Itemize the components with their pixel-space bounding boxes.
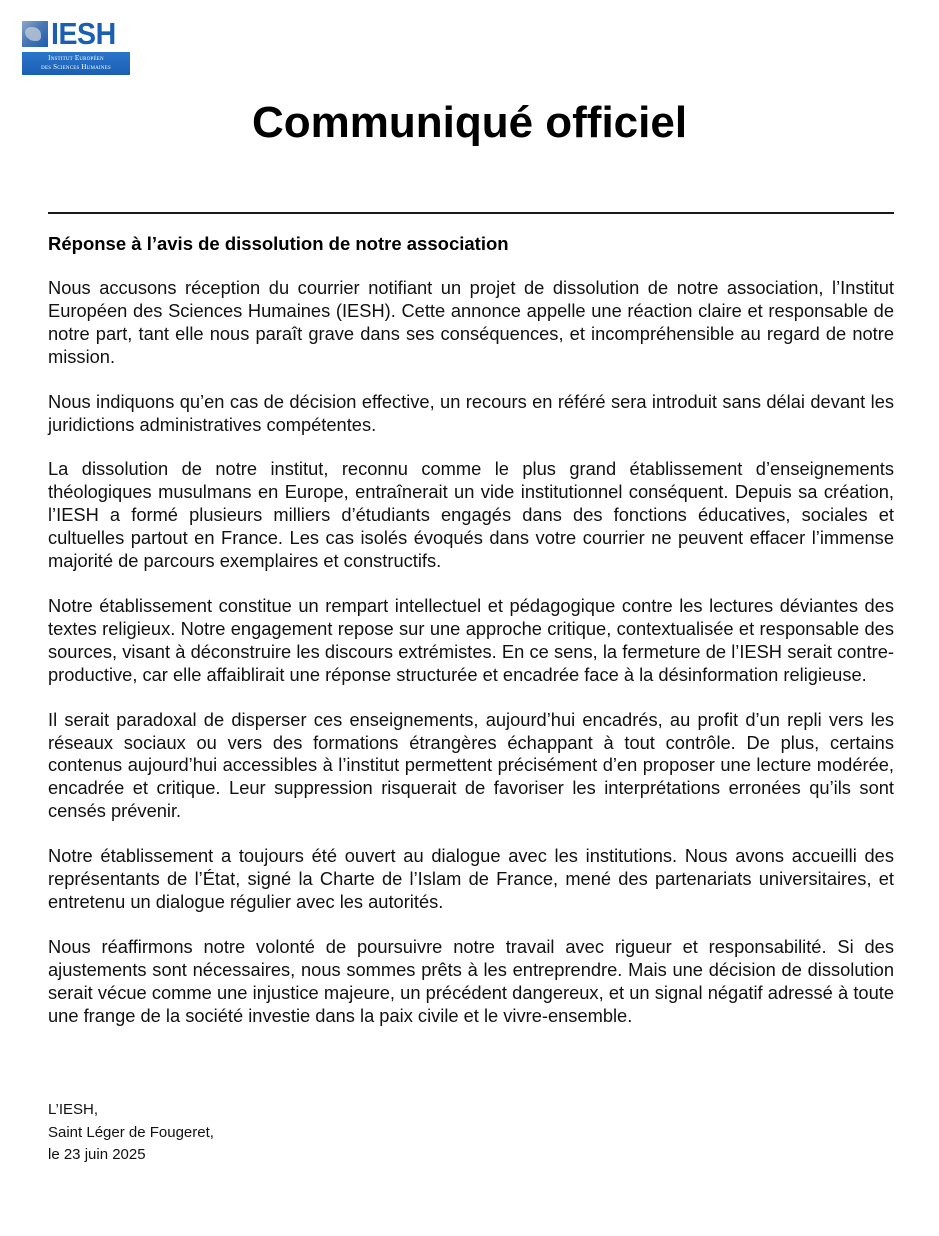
title-divider xyxy=(48,212,894,214)
iesh-logo xyxy=(22,16,130,75)
paragraph: Nous réaffirmons notre volonté de poursuivre notre travail avec rigueur et responsabilité. Si des ajustements sont nécessaires, nous sommes prêts à les entreprendre. Mais une décision de dissolution serait vécue comme une injustice majeure, un précédent dangereux, et un signal négatif adressé à toute une frange de la société investie dans la paix civile et le vivre-ensemble. xyxy=(48,935,894,1026)
document-body xyxy=(48,232,894,1049)
document-subtitle: Réponse à l’avis de dissolution de notre association xyxy=(48,233,509,254)
paragraph: La dissolution de notre institut, reconnu comme le plus grand établissement d’enseignements théologiques musulmans en Europe, entraînerait un vide institutionnel conséquent. Depuis sa création, l’IESH a formé plusieurs milliers d’étudiants engagés dans des fonctions éducatives, sociales et cultuelles partout en France. Les cas isolés évoqués dans votre courrier ne peuvent effacer l’immense majorité de parcours exemplaires et constructifs. xyxy=(48,458,894,572)
paragraph: Notre établissement constitue un rempart intellectuel et pédagogique contre les lectures déviantes des textes religieux. Notre engagement repose sur une approche critique, contextualisée et responsable des sources, visant à déconstruire les discours extrémistes. En ce sens, la fermeture de l’IESH serait contre-productive, car elle affaiblirait une réponse structurée et encadrée face à la désinformation religieuse. xyxy=(48,594,894,685)
signature-date: le 23 juin 2025 xyxy=(48,1146,146,1163)
logo-wordmark: IESH xyxy=(51,16,116,51)
logo-band xyxy=(22,52,130,75)
signature-author: L’IESH, xyxy=(48,1101,99,1118)
page-title: Communiqué officiel xyxy=(251,98,688,147)
logo-band-line1: Institut Européen xyxy=(48,54,104,62)
paragraph: Il serait paradoxal de disperser ces enseignements, aujourd’hui encadrés, au profit d’un repli vers les réseaux sociaux ou vers des formations étrangères échappant à tout contrôle. De plus, certains contenus aujourd’hui accessibles à l’institut permettent précisément d’en proposer une lecture modérée, encadrée et critique. Leur suppression risquerait de favoriser les interprétations erronées qu’ils sont censés prévenir. xyxy=(48,708,894,822)
europe-map-icon xyxy=(22,21,48,47)
paragraph: Nous accusons réception du courrier notifiant un projet de dissolution de notre association, l’Institut Européen des Sciences Humaines (IESH). Cette annonce appelle une réaction claire et responsable de notre part, tant elle nous paraît grave dans ses conséquences, et incompréhensible au regard de notre mission. xyxy=(48,277,894,367)
signature-place: Saint Léger de Fougeret, xyxy=(48,1123,214,1141)
signature-block xyxy=(48,1099,214,1167)
logo-top-row xyxy=(22,16,130,51)
logo-band-line2: des Sciences Humaines xyxy=(41,63,111,71)
paragraph: Nous indiquons qu’en cas de décision effective, un recours en référé sera introduit sans délai devant les juridictions administratives compétentes. xyxy=(48,390,894,435)
paragraph: Notre établissement a toujours été ouvert au dialogue avec les institutions. Nous avons accueilli des représentants de l’État, signé la Charte de l’Islam de France, mené des partenariats universitaires, et entretenu un dialogue régulier avec les autorités. xyxy=(48,845,894,912)
